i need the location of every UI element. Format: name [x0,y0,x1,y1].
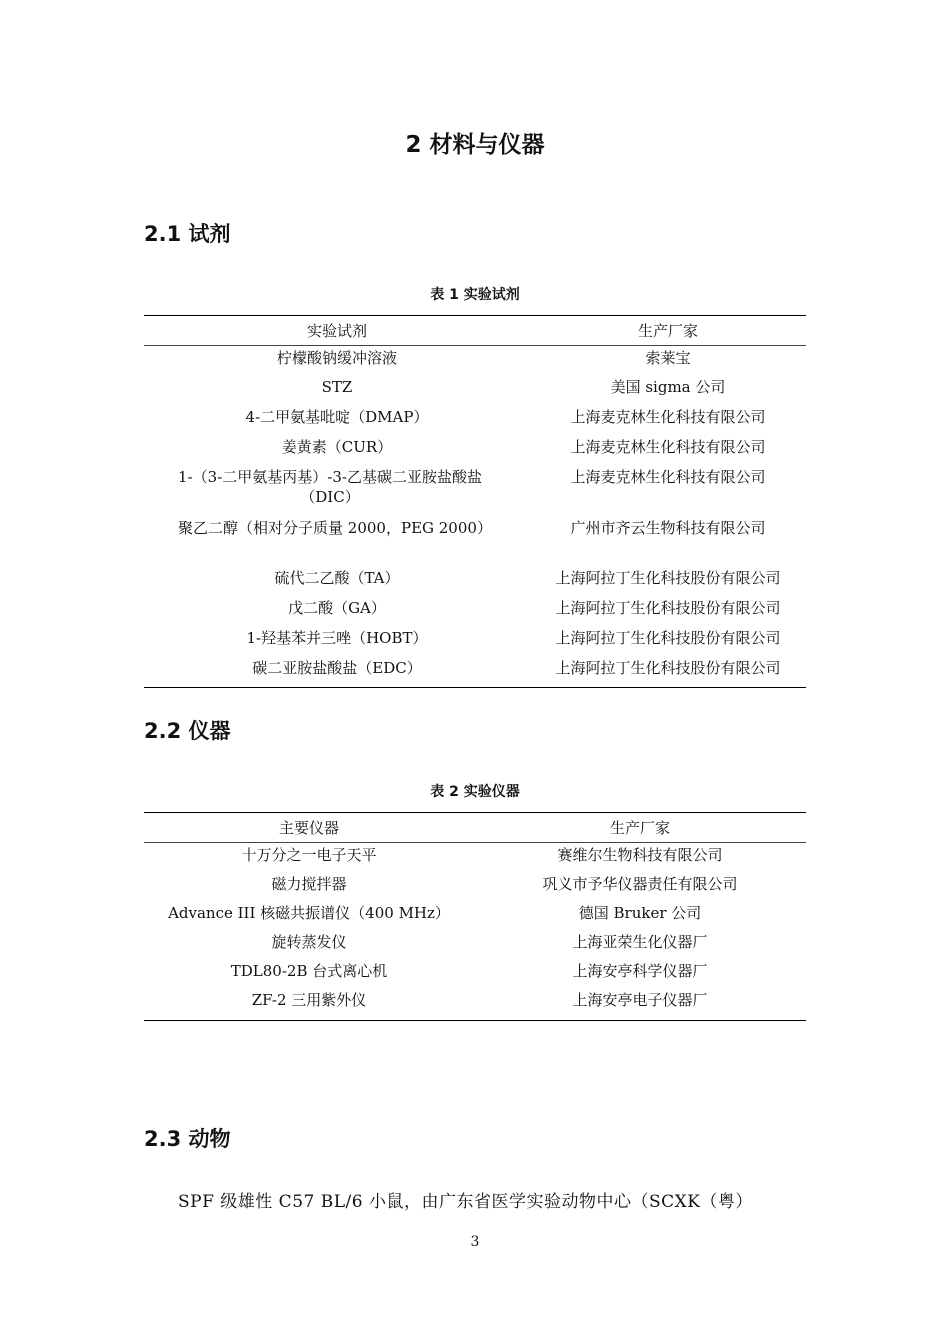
table-cell: ZF-2 三用紫外仪 [251,990,367,1009]
table-header-cell: 主要仪器 [278,819,339,837]
table-cell: 上海阿拉丁生化科技股份有限公司 [555,658,781,677]
table-cell: 十万分之一电子天平 [241,846,377,864]
chapter-title: 2 材料与仪器 [405,132,545,158]
table-row [144,843,806,872]
table-row [144,626,806,656]
table2-caption: 表 2 实验仪器 [430,784,520,800]
table-cell: 碳二亚胺盐酸盐（EDC） [252,658,422,677]
table-cell: 姜黄素（CUR） [281,437,393,456]
table-cell: 美国 sigma 公司 [610,377,726,396]
table-row [144,872,806,901]
table-cell: 上海安亭科学仪器厂 [572,961,708,980]
table-cell: 索莱宝 [645,349,691,367]
table-row [144,405,806,435]
table-cell: 广州市齐云生物科技有限公司 [570,518,766,537]
table-cell: 1-羟基苯并三唑（HOBT） [246,628,428,647]
table-cell: 柠檬酸钠缓冲溶液 [276,349,397,367]
table-cell: 赛维尔生物科技有限公司 [557,846,723,864]
table-row [144,465,806,516]
section-heading-reagents: 2.1 试剂 [144,222,231,246]
table-cell: 德国 Bruker 公司 [578,903,702,922]
table-row [144,596,806,626]
table-header-row [144,316,806,346]
table-cell: 1-（3-二甲氨基丙基）-3-乙基碳二亚胺盐酸盐（DIC） [178,467,482,506]
table-header-cell: 生产厂家 [637,322,698,340]
section-heading-instruments: 2.2 仪器 [144,719,231,743]
section-heading-animals: 2.3 动物 [144,1127,231,1151]
table-row [144,346,806,375]
table-cell: 旋转蒸发仪 [271,932,347,951]
table-header-cell: 生产厂家 [609,819,670,837]
table-cell: STZ [321,377,353,396]
table-cell: 聚乙二醇（相对分子质量 2000，PEG 2000） [178,518,492,537]
table-cell: 磁力搅拌器 [271,874,347,893]
table-row [144,656,806,688]
table-header-row [144,813,806,843]
table-cell: TDL80-2B 台式离心机 [230,961,388,980]
table-cell: 上海麦克林生化科技有限公司 [570,437,766,456]
table-cell: 上海亚荣生化仪器厂 [572,932,708,951]
table-cell: 巩义市予华仪器责任有限公司 [542,874,738,893]
animals-paragraph: SPF 级雄性 C57 BL/6 小鼠，由广东省医学实验动物中心（SCXK（粤） [178,1192,753,1212]
table-row [144,930,806,959]
table1-caption: 表 1 实验试剂 [430,287,520,303]
table-cell: 上海麦克林生化科技有限公司 [570,407,766,426]
instruments-table [144,812,806,1021]
table-row [144,901,806,930]
table-cell: 硫代二乙酸（TA） [274,568,400,587]
table-cell: Advance III 核磁共振谱仪（400 MHz） [168,903,450,922]
table-row [144,959,806,988]
table-cell: 上海阿拉丁生化科技股份有限公司 [555,598,781,617]
table-cell: 戊二酸（GA） [288,598,386,617]
table-row [144,988,806,1021]
page-number: 3 [470,1234,480,1250]
table-row [144,516,806,566]
table-cell: 上海麦克林生化科技有限公司 [570,467,766,486]
table-row [144,435,806,465]
table-cell: 4-二甲氨基吡啶（DMAP） [245,407,429,426]
table-header-cell: 实验试剂 [306,322,367,340]
reagents-table [144,315,806,688]
table-row [144,375,806,405]
table-cell: 上海阿拉丁生化科技股份有限公司 [555,628,781,647]
table-cell: 上海阿拉丁生化科技股份有限公司 [555,568,781,587]
table-cell: 上海安亭电子仪器厂 [572,990,708,1009]
table-row [144,566,806,596]
